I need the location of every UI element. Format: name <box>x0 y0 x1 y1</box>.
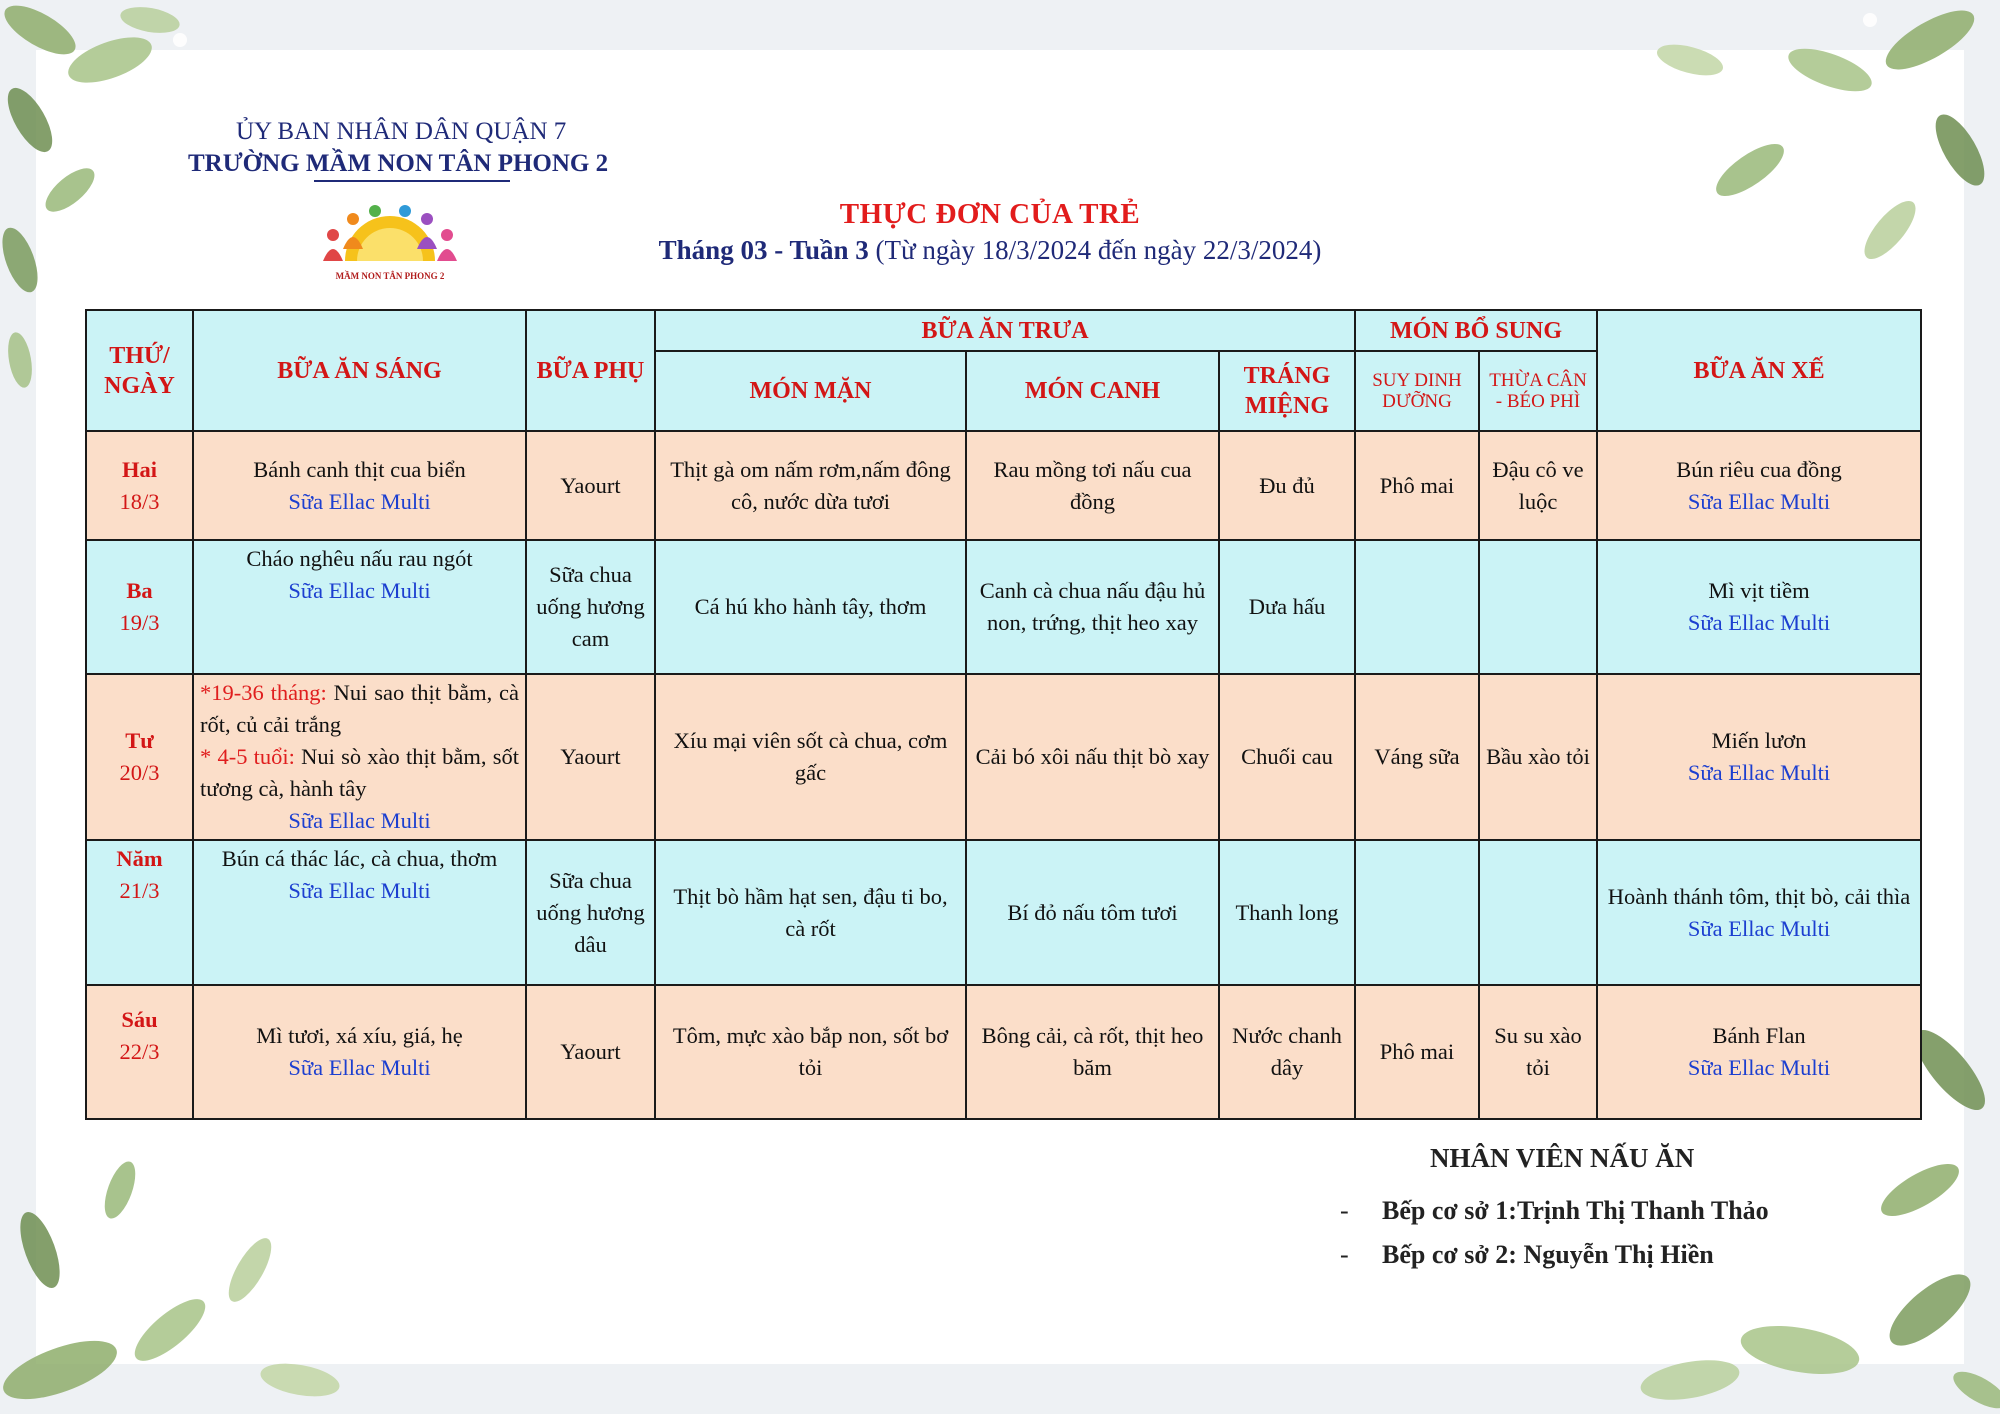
snack-cell: Sữa chua uống hương dâu <box>526 840 655 985</box>
breakfast-dish: Bún cá thác lác, cà chua, thơm <box>221 846 498 871</box>
foliage-top-right-icon <box>1630 0 2000 330</box>
main-dish-cell: Cá hú kho hành tây, thơm <box>655 540 966 674</box>
overweight-cell <box>1479 840 1597 985</box>
menu-subtitle <box>540 235 1440 266</box>
breakfast-milk: Sữa Ellac Multi <box>288 488 431 514</box>
main-dish-cell: Thịt gà om nấm rơm,nấm đông cô, nước dừa tươi <box>655 431 966 540</box>
afternoon-milk: Sữa Ellac Multi <box>1687 488 1831 514</box>
afternoon-dish: Bún riêu cua đồng <box>1676 456 1842 482</box>
day-cell <box>86 540 193 674</box>
main-dish-cell: Xíu mại viên sốt cà chua, cơm gấc <box>655 674 966 840</box>
menu-title: THỰC ĐƠN CỦA TRẺ <box>839 198 1141 230</box>
soup-cell: Canh cà chua nấu đậu hủ non, trứng, thịt heo xay <box>966 540 1219 674</box>
subtitle-dates: (Từ ngày 18/3/2024 đến ngày 22/3/2024) <box>868 235 1322 265</box>
afternoon-milk: Sữa Ellac Multi <box>1687 1055 1831 1080</box>
day-cell <box>86 840 193 985</box>
soup-cell: Bí đỏ nấu tôm tươi <box>966 840 1219 985</box>
breakfast-milk: Sữa Ellac Multi <box>288 1055 431 1080</box>
day-name: Sáu <box>121 1007 158 1032</box>
school-name: TRƯỜNG MẦM NON TÂN PHONG 2 <box>188 150 609 177</box>
staff-item <box>1340 1196 1900 1226</box>
malnutrition-cell <box>1355 840 1479 985</box>
afternoon-milk: Sữa Ellac Multi <box>1687 915 1831 941</box>
school-logo <box>315 205 465 291</box>
school-underline <box>314 180 510 182</box>
breakfast-dish: Bánh canh thịt cua biển <box>253 456 466 482</box>
header-snack: BỮA PHỤ <box>526 310 655 431</box>
staff-title: NHÂN VIÊN NẤU ĂN <box>1430 1143 1695 1173</box>
logo-caption: MẦM NON TÂN PHONG 2 <box>335 271 445 281</box>
day-date: 18/3 <box>119 488 160 514</box>
breakfast-cell <box>193 674 526 840</box>
malnutrition-cell: Phô mai <box>1355 985 1479 1119</box>
header-lunch: BỮA ĂN TRƯA <box>655 310 1355 351</box>
breakfast-milk: Sữa Ellac Multi <box>288 578 431 603</box>
day-date: 20/3 <box>119 760 160 785</box>
list-dash: - <box>1340 1240 1349 1269</box>
afternoon-cell <box>1597 840 1921 985</box>
list-dash: - <box>1340 1196 1349 1225</box>
header-overweight: THỪA CÂN - BÉO PHÌ <box>1479 351 1597 431</box>
org-name: ỦY BAN NHÂN DÂN QUẬN 7 <box>236 118 567 145</box>
age-label-b: * 4-5 tuổi: <box>200 744 295 769</box>
header-breakfast: BỮA ĂN SÁNG <box>193 310 526 431</box>
breakfast-cell <box>193 840 526 985</box>
malnutrition-cell <box>1355 540 1479 674</box>
afternoon-cell <box>1597 431 1921 540</box>
header-dessert: TRÁNG MIỆNG <box>1219 351 1355 431</box>
age-label-a: *19-36 tháng: <box>200 680 327 705</box>
afternoon-dish: Hoành thánh tôm, thịt bò, cải thìa <box>1607 883 1911 909</box>
afternoon-cell <box>1597 985 1921 1119</box>
school-header <box>188 118 608 182</box>
breakfast-milk: Sữa Ellac Multi <box>288 808 431 833</box>
overweight-cell <box>1479 540 1597 674</box>
day-date: 22/3 <box>119 1039 160 1064</box>
header-malnutrition: SUY DINH DƯỠNG <box>1355 351 1479 431</box>
table-row <box>86 540 1921 674</box>
table-row <box>86 985 1921 1119</box>
foliage-bottom-left-icon <box>0 1070 360 1414</box>
kitchen-staff <box>1340 1143 1900 1270</box>
dessert-cell: Nước chanh dây <box>1219 985 1355 1119</box>
malnutrition-cell: Phô mai <box>1355 431 1479 540</box>
soup-cell: Cải bó xôi nấu thịt bò xay <box>966 674 1219 840</box>
day-date: 21/3 <box>119 878 160 903</box>
dessert-cell: Thanh long <box>1219 840 1355 985</box>
afternoon-cell <box>1597 540 1921 674</box>
staff-name: Bếp cơ sở 2: Nguyễn Thị Hiền <box>1382 1240 1714 1269</box>
breakfast-dish-a: Nui sao thịt bằm, cà rốt, củ cải trắng <box>200 680 519 737</box>
header-main-dish: MÓN MẶN <box>655 351 966 431</box>
soup-cell: Rau mồng tơi nấu cua đồng <box>966 431 1219 540</box>
breakfast-milk: Sữa Ellac Multi <box>288 878 431 903</box>
day-name: Hai <box>121 456 157 482</box>
menu-table <box>85 309 1922 1120</box>
subtitle-week: Tháng 03 - Tuần 3 <box>658 235 869 265</box>
day-name: Ba <box>126 578 153 603</box>
day-cell <box>86 985 193 1119</box>
overweight-cell: Bầu xào tỏi <box>1479 674 1597 840</box>
soup-cell: Bông cải, cà rốt, thịt heo băm <box>966 985 1219 1119</box>
table-row <box>86 840 1921 985</box>
header-soup: MÓN CANH <box>966 351 1219 431</box>
breakfast-cell <box>193 985 526 1119</box>
breakfast-cell <box>193 540 526 674</box>
header-supplement: MÓN BỔ SUNG <box>1355 310 1597 351</box>
snack-cell: Yaourt <box>526 431 655 540</box>
afternoon-dish: Miến lươn <box>1711 728 1807 753</box>
title-block <box>540 198 1440 266</box>
main-dish-cell: Thịt bò hầm hạt sen, đậu ti bo, cà rốt <box>655 840 966 985</box>
breakfast-option-b <box>200 741 519 805</box>
dessert-cell: Đu đủ <box>1219 431 1355 540</box>
dessert-cell: Chuối cau <box>1219 674 1355 840</box>
snack-cell: Sữa chua uống hương cam <box>526 540 655 674</box>
day-date: 19/3 <box>119 610 160 635</box>
staff-name: Bếp cơ sở 1:Trịnh Thị Thanh Thảo <box>1382 1196 1769 1225</box>
header-day: THỨ/ NGÀY <box>86 310 193 431</box>
header-afternoon: BỮA ĂN XẾ <box>1597 310 1921 431</box>
snack-cell: Yaourt <box>526 985 655 1119</box>
afternoon-cell <box>1597 674 1921 840</box>
staff-item <box>1340 1240 1900 1270</box>
breakfast-dish-b: Nui sò xào thịt bằm, sốt tương cà, hành tây <box>200 744 519 801</box>
table-row <box>86 674 1921 840</box>
breakfast-dish: Mì tươi, xá xíu, giá, hẹ <box>256 1023 463 1048</box>
day-name: Tư <box>125 728 154 753</box>
main-dish-cell: Tôm, mực xào bắp non, sốt bơ tỏi <box>655 985 966 1119</box>
afternoon-milk: Sữa Ellac Multi <box>1687 760 1831 785</box>
malnutrition-cell: Váng sữa <box>1355 674 1479 840</box>
snack-cell: Yaourt <box>526 674 655 840</box>
dessert-cell: Dưa hấu <box>1219 540 1355 674</box>
overweight-cell: Đậu cô ve luộc <box>1479 431 1597 540</box>
breakfast-dish: Cháo nghêu nấu rau ngót <box>246 546 473 571</box>
breakfast-cell <box>193 431 526 540</box>
sun-logo-icon <box>315 205 465 271</box>
table-row <box>86 431 1921 540</box>
day-name: Năm <box>116 846 163 871</box>
afternoon-milk: Sữa Ellac Multi <box>1687 610 1831 635</box>
overweight-cell: Su su xào tỏi <box>1479 985 1597 1119</box>
afternoon-dish: Bánh Flan <box>1712 1023 1806 1048</box>
day-cell <box>86 431 193 540</box>
afternoon-dish: Mì vịt tiềm <box>1708 578 1810 603</box>
breakfast-option-a <box>200 677 519 741</box>
day-cell <box>86 674 193 840</box>
